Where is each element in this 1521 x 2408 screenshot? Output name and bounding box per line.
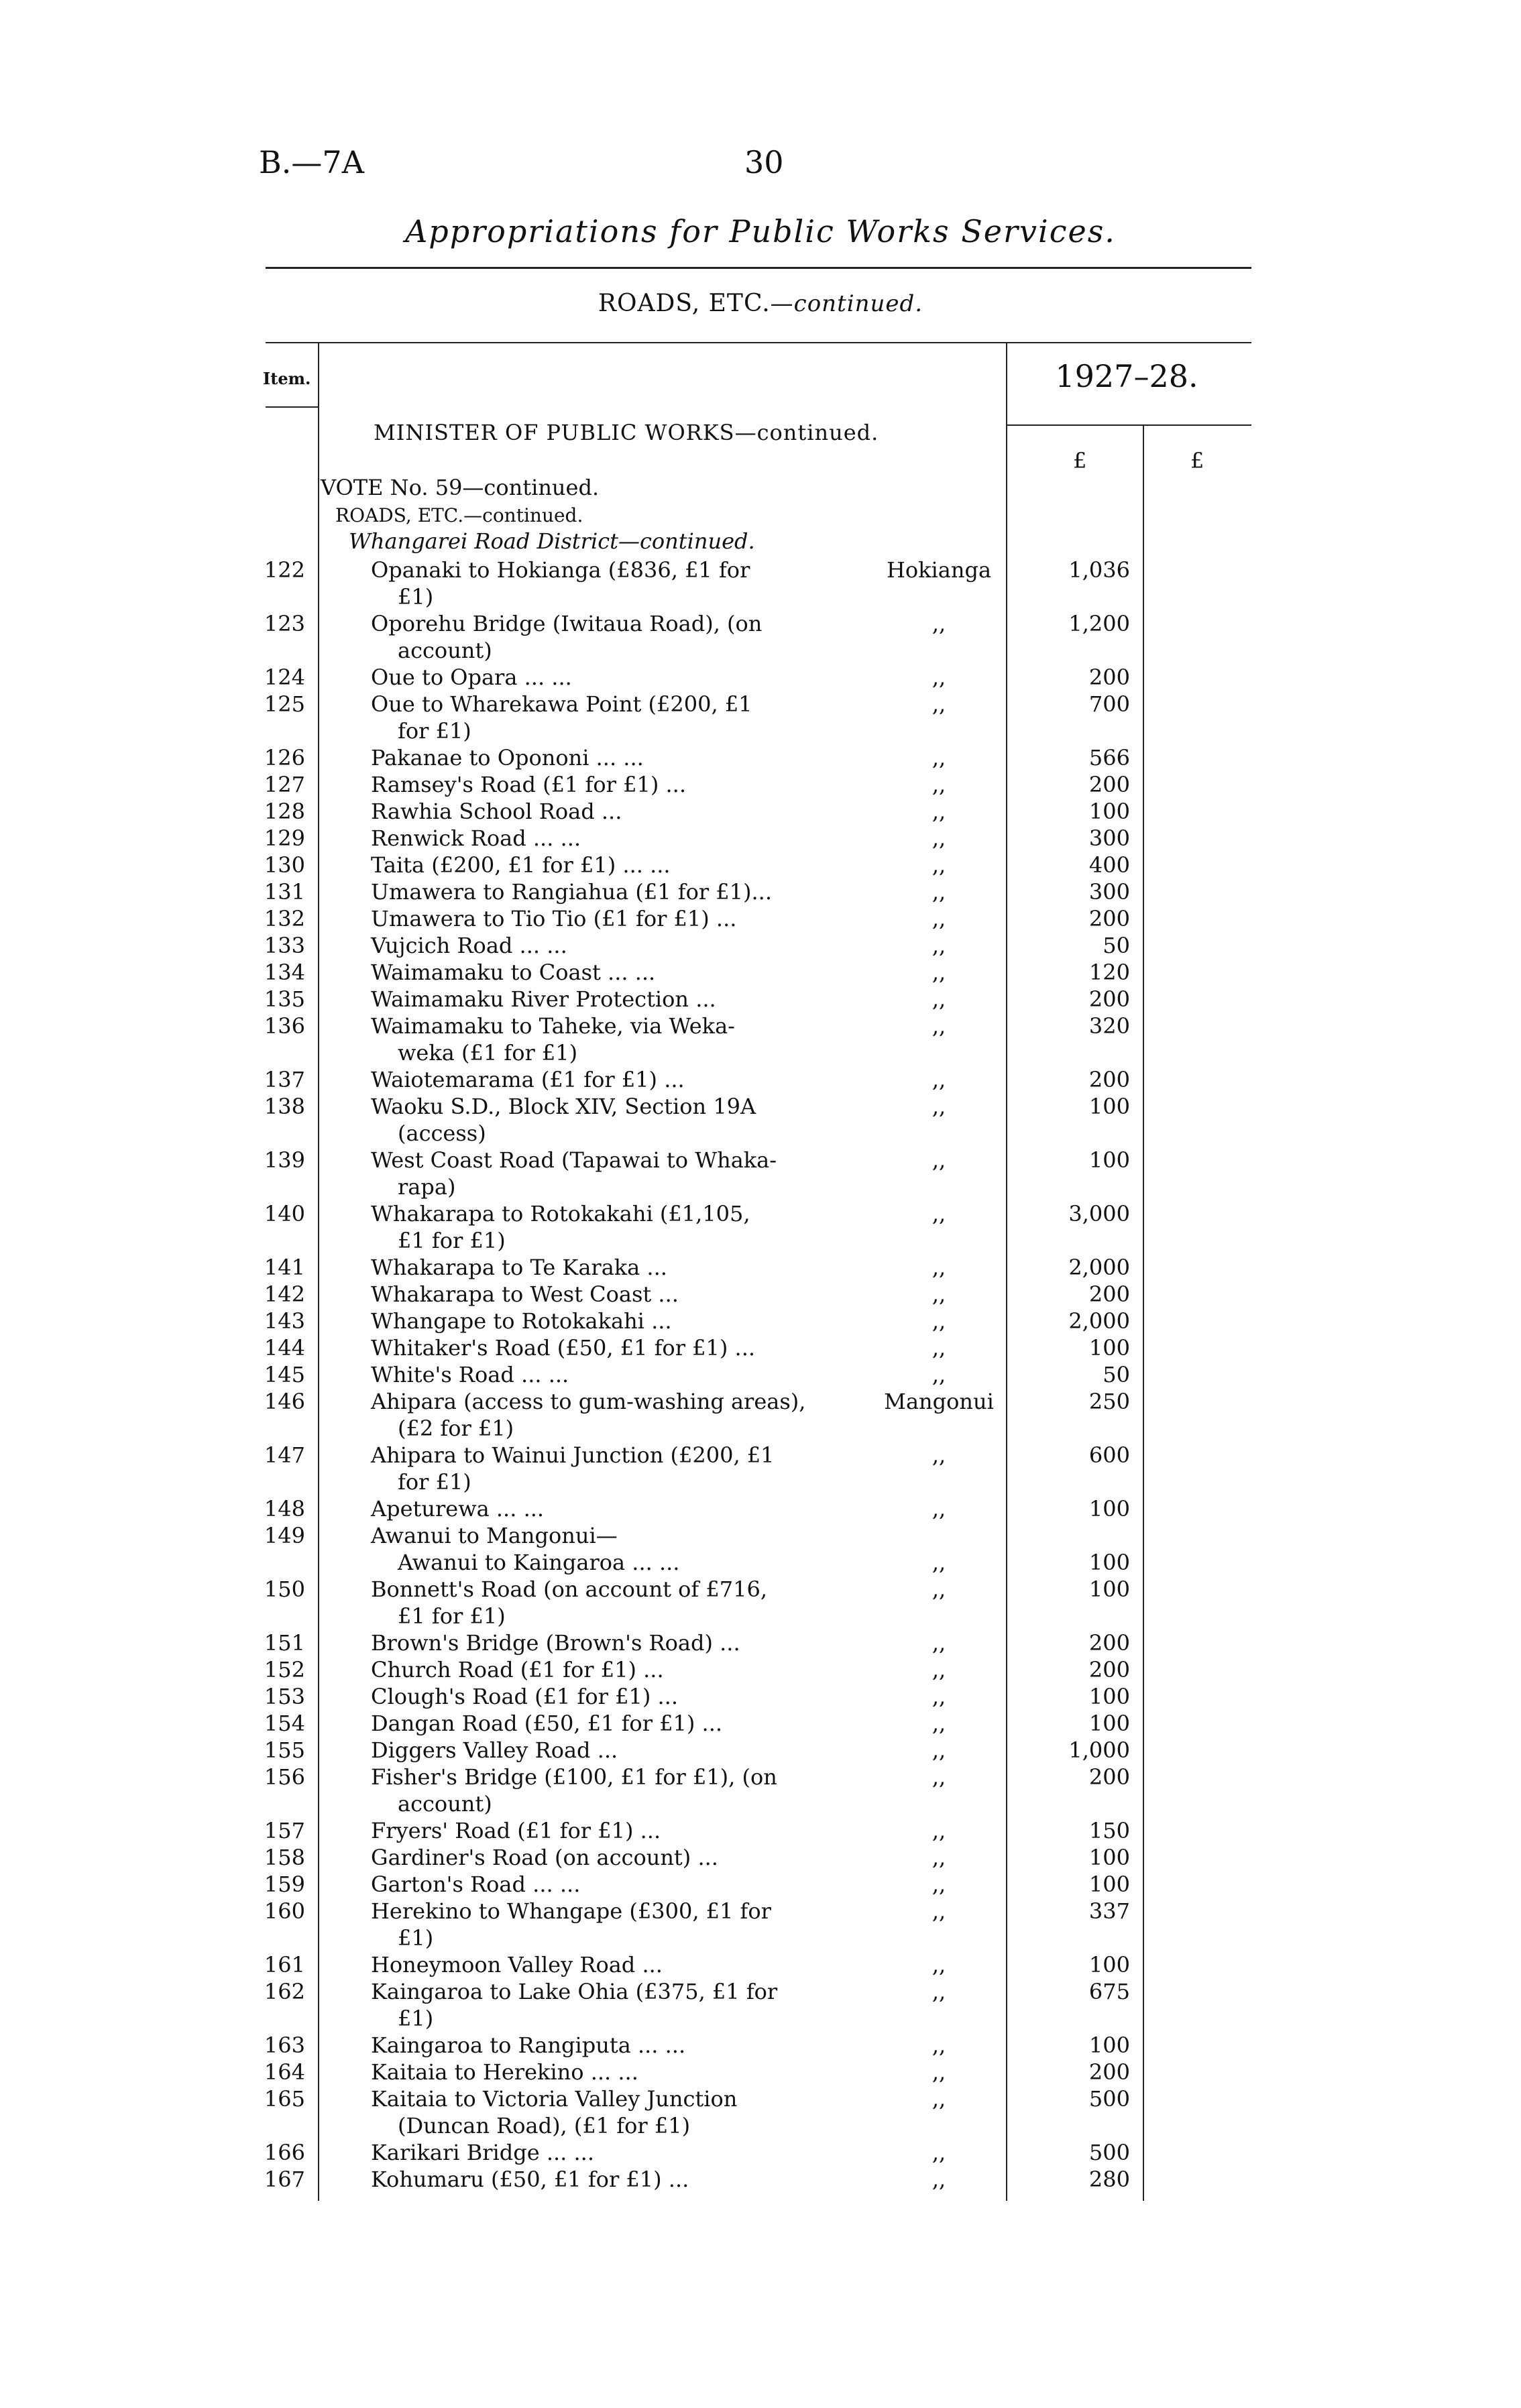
item-description: Pakanae to Opononi ... ... (371, 745, 644, 770)
item-number: 163 (264, 2032, 305, 2058)
item-location: ,, (932, 799, 946, 824)
item-number: 151 (264, 1630, 305, 1656)
item-description: Renwick Road ... ... (371, 825, 581, 851)
item-column-header: Item. (263, 369, 311, 388)
item-description: Dangan Road (£50, £1 for £1) ... (371, 1711, 723, 1736)
item-amount: 100 (1088, 1845, 1130, 1870)
item-amount: 2,000 (1068, 1308, 1130, 1334)
item-location: Mangonui (884, 1389, 994, 1414)
item-amount: 200 (1088, 986, 1130, 1012)
item-amount: 500 (1088, 2086, 1130, 2112)
minister-heading: MINISTER OF PUBLIC WORKS—continued. (374, 420, 879, 445)
item-amount: 3,000 (1068, 1201, 1130, 1226)
item-description: (Duncan Road), (£1 for £1) (398, 2113, 691, 2138)
item-amount: 1,200 (1068, 611, 1130, 636)
item-amount: 300 (1088, 825, 1130, 851)
item-amount: 100 (1088, 1872, 1130, 1897)
item-description: Umawera to Tio Tio (£1 for £1) ... (371, 906, 737, 931)
item-description: Kaitaia to Herekino ... ... (371, 2059, 638, 2085)
item-amount: 200 (1088, 1281, 1130, 1307)
item-number: 162 (264, 1979, 305, 2004)
item-location: ,, (932, 1711, 946, 1736)
item-description: Bonnett's Road (on account of £716, (371, 1576, 767, 1602)
item-number: 133 (264, 933, 305, 958)
item-description: Kaitaia to Victoria Valley Junction (371, 2086, 738, 2112)
item-description: Opanaki to Hokianga (£836, £1 for (371, 557, 750, 583)
item-description: Vujcich Road ... ... (371, 933, 567, 958)
item-location: ,, (932, 1362, 946, 1387)
item-number: 155 (264, 1737, 305, 1763)
item-number: 159 (264, 1872, 305, 1897)
item-description: Whangape to Rotokakahi ... (371, 1308, 672, 1334)
item-description: Garton's Road ... ... (371, 1872, 581, 1897)
item-amount: 200 (1088, 772, 1130, 797)
item-head-underline (266, 406, 318, 408)
item-number: 164 (264, 2059, 305, 2085)
page-title: Appropriations for Public Works Services. (405, 213, 1116, 249)
item-location: ,, (932, 1872, 946, 1897)
item-number: 166 (264, 2140, 305, 2165)
item-number: 146 (264, 1389, 305, 1414)
item-number: 139 (264, 1147, 305, 1173)
item-amount: 100 (1088, 1684, 1130, 1709)
item-number: 141 (264, 1255, 305, 1280)
item-description: weka (£1 for £1) (398, 1040, 578, 1066)
item-description: Diggers Valley Road ... (371, 1737, 618, 1763)
item-location: ,, (932, 1147, 946, 1173)
item-amount: 100 (1088, 1952, 1130, 1977)
item-amount: 400 (1088, 852, 1130, 878)
item-number: 154 (264, 1711, 305, 1736)
item-description: £1) (398, 2006, 434, 2031)
item-description: Oue to Opara ... ... (371, 665, 572, 690)
item-amount: 200 (1088, 1657, 1130, 1682)
item-amount: 200 (1088, 1630, 1130, 1656)
item-amount: 250 (1088, 1389, 1130, 1414)
item-number: 140 (264, 1201, 305, 1226)
item-description: Apeturewa ... ... (371, 1496, 545, 1522)
item-location: ,, (932, 1979, 946, 2004)
item-description: £1) (398, 1925, 434, 1951)
item-amount: 2,000 (1068, 1255, 1130, 1280)
year-column-header: 1927–28. (1055, 358, 1198, 394)
item-description: Awanui to Mangonui— (371, 1523, 618, 1548)
item-amount: 50 (1103, 1362, 1130, 1387)
item-description: Gardiner's Road (on account) ... (371, 1845, 718, 1870)
item-location: ,, (932, 825, 946, 851)
item-description: Taita (£200, £1 for £1) ... ... (371, 852, 671, 878)
item-amount: 675 (1088, 1979, 1130, 2004)
item-amount: 200 (1088, 906, 1130, 931)
item-number: 161 (264, 1952, 305, 1977)
item-number: 160 (264, 1898, 305, 1924)
item-description: Waimamaku to Coast ... ... (371, 960, 656, 985)
item-location: ,, (932, 1630, 946, 1656)
item-description: account) (398, 638, 492, 663)
item-description: Whakarapa to Te Karaka ... (371, 1255, 667, 1280)
item-location: ,, (932, 1255, 946, 1280)
page-number: 30 (744, 144, 784, 180)
item-location: ,, (932, 691, 946, 717)
item-number: 167 (264, 2167, 305, 2192)
item-amount: 566 (1088, 745, 1130, 770)
item-amount: 500 (1088, 2140, 1130, 2165)
item-amount: 100 (1088, 1711, 1130, 1736)
item-description: rapa) (398, 1174, 456, 1200)
item-description: Clough's Road (£1 for £1) ... (371, 1684, 679, 1709)
item-number: 138 (264, 1094, 305, 1119)
item-number: 142 (264, 1281, 305, 1307)
item-location: ,, (932, 665, 946, 690)
item-description: Awanui to Kaingaroa ... ... (398, 1550, 680, 1575)
item-amount: 100 (1088, 1335, 1130, 1361)
item-location: ,, (932, 1201, 946, 1226)
item-location: ,, (932, 906, 946, 931)
item-number: 153 (264, 1684, 305, 1709)
item-location: ,, (932, 1952, 946, 1977)
item-amount: 200 (1088, 1764, 1130, 1790)
item-location: ,, (932, 2140, 946, 2165)
item-location: ,, (932, 1845, 946, 1870)
item-description: Waiotemarama (£1 for £1) ... (371, 1067, 685, 1092)
item-amount: 280 (1088, 2167, 1130, 2192)
item-number: 126 (264, 745, 305, 770)
item-number: 147 (264, 1442, 305, 1468)
item-description: £1 for £1) (398, 1228, 506, 1253)
vote-heading: VOTE No. 59—continued. (321, 475, 600, 500)
item-description: Ramsey's Road (£1 for £1) ... (371, 772, 687, 797)
item-amount: 120 (1088, 960, 1130, 985)
item-description: Whitaker's Road (£50, £1 for £1) ... (371, 1335, 756, 1361)
item-location: ,, (932, 879, 946, 905)
item-location: ,, (932, 933, 946, 958)
district-heading (349, 528, 755, 554)
item-amount: 100 (1088, 799, 1130, 824)
item-description: Brown's Bridge (Brown's Road) ... (371, 1630, 740, 1656)
item-description: (access) (398, 1121, 486, 1146)
item-location: ,, (932, 852, 946, 878)
item-description: White's Road ... ... (371, 1362, 569, 1387)
item-location: ,, (932, 986, 946, 1012)
item-description: Waimamaku to Taheke, via Weka- (371, 1013, 735, 1039)
item-number: 143 (264, 1308, 305, 1334)
item-location: ,, (932, 1764, 946, 1790)
item-number: 127 (264, 772, 305, 797)
item-description: Honeymoon Valley Road ... (371, 1952, 663, 1977)
item-location: ,, (932, 2167, 946, 2192)
amount-column-divider (1143, 426, 1144, 2201)
item-location: ,, (932, 2086, 946, 2112)
item-description: West Coast Road (Tapawai to Whaka- (371, 1147, 777, 1173)
item-number: 123 (264, 611, 305, 636)
item-number: 149 (264, 1523, 305, 1548)
item-location: ,, (932, 1737, 946, 1763)
item-number: 130 (264, 852, 305, 878)
location-column-divider (1006, 343, 1007, 2201)
item-number: 124 (264, 665, 305, 690)
year-head-underline (1006, 424, 1251, 426)
item-amount: 100 (1088, 1094, 1130, 1119)
item-amount: 100 (1088, 1496, 1130, 1522)
item-description: Whakarapa to Rotokakahi (£1,105, (371, 1201, 750, 1226)
item-location: ,, (932, 1496, 946, 1522)
item-description: £1 for £1) (398, 1603, 506, 1629)
item-description: Oue to Wharekawa Point (£200, £1 (371, 691, 752, 717)
item-description: Kaingaroa to Rangiputa ... ... (371, 2032, 686, 2058)
item-description: Kaingaroa to Lake Ohia (£375, £1 for (371, 1979, 778, 2004)
item-amount: 100 (1088, 1550, 1130, 1575)
item-location: ,, (932, 1657, 946, 1682)
item-location: ,, (932, 2032, 946, 2058)
item-number: 156 (264, 1764, 305, 1790)
item-location: ,, (932, 1094, 946, 1119)
item-location: ,, (932, 1013, 946, 1039)
item-amount: 100 (1088, 1576, 1130, 1602)
item-number: 136 (264, 1013, 305, 1039)
item-number: 128 (264, 799, 305, 824)
item-number: 135 (264, 986, 305, 1012)
item-number: 152 (264, 1657, 305, 1682)
item-number: 157 (264, 1818, 305, 1843)
currency-header-2: £ (1190, 448, 1204, 473)
document-code: B.—7A (259, 144, 364, 180)
item-description: account) (398, 1791, 492, 1817)
item-location: ,, (932, 1308, 946, 1334)
item-number: 125 (264, 691, 305, 717)
item-amount: 200 (1088, 665, 1130, 690)
item-description: for £1) (398, 1469, 471, 1495)
item-number: 132 (264, 906, 305, 931)
item-amount: 600 (1088, 1442, 1130, 1468)
item-description: Oporehu Bridge (Iwitaua Road), (on (371, 611, 763, 636)
item-description: Fryers' Road (£1 for £1) ... (371, 1818, 661, 1843)
item-number: 129 (264, 825, 305, 851)
item-amount: 337 (1088, 1898, 1130, 1924)
item-description: Ahipara (access to gum-washing areas), (371, 1389, 806, 1414)
item-description: Church Road (£1 for £1) ... (371, 1657, 664, 1682)
item-location: ,, (932, 960, 946, 985)
section-title-suffix: —continued. (770, 290, 923, 317)
item-amount: 100 (1088, 1147, 1130, 1173)
item-description: Karikari Bridge ... ... (371, 2140, 595, 2165)
item-amount: 200 (1088, 2059, 1130, 2085)
item-number: 148 (264, 1496, 305, 1522)
item-location: ,, (932, 611, 946, 636)
item-description: Umawera to Rangiahua (£1 for £1)... (371, 879, 773, 905)
item-amount: 200 (1088, 1067, 1130, 1092)
item-location: ,, (932, 1550, 946, 1575)
item-description: Waoku S.D., Block XIV, Section 19A (371, 1094, 756, 1119)
item-description: Whakarapa to West Coast ... (371, 1281, 679, 1307)
item-column-divider (318, 343, 319, 2201)
item-number: 144 (264, 1335, 305, 1361)
item-description: Ahipara to Wainui Junction (£200, £1 (371, 1442, 775, 1468)
item-amount: 1,000 (1068, 1737, 1130, 1763)
item-description: Rawhia School Road ... (371, 799, 622, 824)
item-number: 165 (264, 2086, 305, 2112)
currency-header-1: £ (1073, 448, 1087, 473)
item-amount: 150 (1088, 1818, 1130, 1843)
item-description: (£2 for £1) (398, 1416, 514, 1441)
item-location: ,, (932, 772, 946, 797)
item-amount: 700 (1088, 691, 1130, 717)
item-location: ,, (932, 1818, 946, 1843)
item-description: Fisher's Bridge (£100, £1 for £1), (on (371, 1764, 777, 1790)
item-location: ,, (932, 745, 946, 770)
item-number: 145 (264, 1362, 305, 1387)
item-location: ,, (932, 1684, 946, 1709)
item-amount: 100 (1088, 2032, 1130, 2058)
item-number: 131 (264, 879, 305, 905)
item-number: 134 (264, 960, 305, 985)
item-location: ,, (932, 1281, 946, 1307)
item-number: 158 (264, 1845, 305, 1870)
item-description: £1) (398, 584, 434, 610)
section-title-text: ROADS, ETC. (598, 290, 771, 317)
item-number: 137 (264, 1067, 305, 1092)
title-rule (266, 267, 1251, 269)
item-number: 150 (264, 1576, 305, 1602)
item-location: Hokianga (886, 557, 992, 583)
item-location: ,, (932, 1335, 946, 1361)
item-description: Kohumaru (£50, £1 for £1) ... (371, 2167, 689, 2192)
item-amount: 320 (1088, 1013, 1130, 1039)
header-rule-top (266, 342, 1251, 343)
item-location: ,, (932, 1067, 946, 1092)
item-description: for £1) (398, 718, 471, 744)
section-title (0, 290, 1521, 317)
item-amount: 50 (1103, 933, 1130, 958)
roads-subheading: ROADS, ETC.—continued. (335, 504, 583, 526)
item-number: 122 (264, 557, 305, 583)
item-amount: 1,036 (1068, 557, 1130, 583)
item-location: ,, (932, 2059, 946, 2085)
item-location: ,, (932, 1576, 946, 1602)
item-amount: 300 (1088, 879, 1130, 905)
item-description: Herekino to Whangape (£300, £1 for (371, 1898, 771, 1924)
item-location: ,, (932, 1442, 946, 1468)
item-location: ,, (932, 1898, 946, 1924)
item-description: Waimamaku River Protection ... (371, 986, 716, 1012)
district-heading-text: Whangarei Road District—continued. (349, 528, 755, 554)
